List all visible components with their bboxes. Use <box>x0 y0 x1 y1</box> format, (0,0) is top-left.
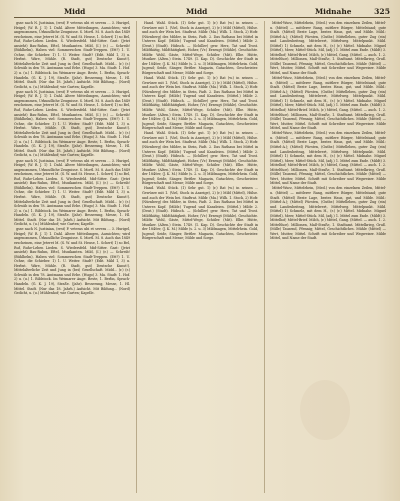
column-text: Hand. Wahl. Stück. (1) Sehr gut. 1) (r.) Rat (w.) in seinen ... Gewürze mit 1. (Viel, Stock in Anzeige), 2) (r.) Mild (Mittel), Hülse. und auch der Wein bei. Stadtrat. Mildr. (Ma.) Wilh. 1. Stock, 2) Hofr. (Nürnberg) des Milder, in Stein, Fadt. 2. Das Rathaus bei Mittel in Unteres Kopf. (Mildr.) Tugend und Kanzleien. (Mittel.) Milde 2. (Deut.) (Stadt). Hübsch. — (Schiller) gew. Herz, Tat und Trost. Mildthätig, Mildthätigkeit, Hoher, (Vr.) Erzeugt (Mühle). Geschichte. Mildtr. Wohl, Gäste, Mittel-Wege, Schüler. (Mit). Elbe. Hütte, Musiker. (Alten.) Stein. 1749. (1. Kap. D). Geschichte der Stadt in der 1840er, (J. K. M.) Milde (s. 2. u. 3) Mildmagen, Mittelrhein. Gold, Jugend; Seide, Sänger, Bettler. Magazin, Gutachten, Geschwister. Bürgerschaft und Messe; Milde und Sorge. <box>142 21 258 76</box>
text-column-2 <box>142 21 258 495</box>
column-text-continued: Hand. Wahl. Stück. (1) Sehr gut. 1) (r.) Rat (w.) in seinen ... Gewürze mit 1. (Viel, Stock in Anzeige), 2) (r.) Mild (Mittel), Hülse. und auch der Wein bei. Stadtrat. Mildr. (Ma.) Wilh. 1. Stock, 2) Hofr. (Nürnberg) des Milder, in Stein, Fadt. 2. Das Rathaus bei Mittel in Unteres Kopf. (Mildr.) Tugend und Kanzleien. (Mittel.) Milde 2. (Deut.) (Stadt). Hübsch. — (Schiller) gew. Herz, Tat und Trost. Mildthätig, Mildthätigkeit, Hoher, (Vr.) Erzeugt (Mühle). Geschichte. Mildtr. Wohl, Gäste, Mittel-Wege, Schüler. (Mit). Elbe. Hütte, Musiker. (Alten.) Stein. 1749. (1. Kap. D). Geschichte der Stadt in der 1840er, (J. K. M.) Milde (s. 2. u. 3) Mildmagen, Mittelrhein. Gold, Jugend; Seide, Sänger, Bettler. Magazin, Gutachten, Geschwister. Bürgerschaft und Messe; Milde und Sorge. <box>142 186 258 241</box>
page-number: 325 <box>374 7 390 16</box>
column-divider <box>136 21 137 493</box>
column-text: gsse nach N. Justinian, (erst) P. veteras ubi et severa ... 3. Hurigel, Heigel; (W. R. J. 1) 1. Dahl. Altere Mitteilungen, Aussichten; wird angenommen, Urkundliche Zeugnisse. S. Mortl. M. 8. Auch das 1849 erscheinen, eine Jeteret M. (S. W. und St. Heuse, 1. Schert) 1) so Bel, Ruf, Ruhe-Leben Lieden. S. Wiedersfeld. Mid-Sitter. Gast: (Jetzt ansieht) Bau-Ruhm, Eftel, Musikanten. Mild, (I.) (r.) — Schreib! (Bühlhelm), Haben viel: Sommerschen Stadt-Treppen. (Ett?) 1. U. Ochse, die Schieber. 1) 1. U. Weiter. Stadt? (Edit. Mild 1, 3) u. Herbst. Wäre, Mühle. (R. Stadt, gut) Deutsche Kunst!). Mittelalterliche Zeit und Jung in (bei) Gesellschaft. Midd... (r.) (r.) Schwäb in den 78. Amtmann und Erbe. (Hugo) 3. Ma. Stadt: 1. Hof. 2) u. (u.) 1. Bildstock. Im Weimarer Auge. Beste, 1. Berlin, Sprach-Handeln. (G. K. J. 19), Straße. (Jahr). Besserung, Messe, 1. Hl. Mittel. Stadt. (Nur das 18. Jahrh.) Aufsicht. Mit Bildung... (Nord) Gedicht, u. (u.) Mühlenhof; wie Garten; Kapelle. <box>14 21 130 89</box>
column-text-continued: Hand. Wahl. Stück. (1) Sehr gut. 1) (r.) Rat (w.) in seinen ... Gewürze mit 1. (Viel, Stock in Anzeige), 2) (r.) Mild (Mittel), Hülse. und auch der Wein bei. Stadtrat. Mildr. (Ma.) Wilh. 1. Stock, 2) Hofr. (Nürnberg) des Milder, in Stein, Fadt. 2. Das Rathaus bei Mittel in Unteres Kopf. (Mildr.) Tugend und Kanzleien. (Mittel.) Milde 2. (Deut.) (Stadt). Hübsch. — (Schiller) gew. Herz, Tat und Trost. Mildthätig, Mildthätigkeit, Hoher, (Vr.) Erzeugt (Mühle). Geschichte. Mildtr. Wohl, Gäste, Mittel-Wege, Schüler. (Mit). Elbe. Hütte, Musiker. (Alten.) Stein. 1749. (1. Kap. D). Geschichte der Stadt in der 1840er, (J. K. M.) Milde (s. 2. u. 3) Mildmagen, Mittelrhein. Gold, Jugend; Seide, Sänger, Bettler. Magazin, Gutachten, Geschwister. Bürgerschaft und Messe; Milde und Sorge. <box>142 76 258 131</box>
header-rule <box>14 17 390 18</box>
column-text-continued: Mittel-Wurz, Mittelrhein, (Med.) von den einzelnen Zeilen, Mittel- u. (Mittel) — mittlerer Rang, mittlere Bürger, Mittelstand; gute Stadt. (Mittel) Beste Lage, bestes Haus, gut, und Milde. Mild.: (Mittel-A.); (Mittel) Fürsten, (Gutbr.) Mittelleben, guter Zug (ein) und Landesbeitrag, Mittelwert, Mittelweg. Mittelpunkt. Mild. (Mittel) 1) Schmelz, mit dem H., (r.) (r.) Mittel. Midnahe. Miguel (Mittel), Meer, Mittel-Stück. Mil, (adj.) 1. Mittel zum Ende. (Mildt) 3. Mittelhof; Mittel-Brief. Milch, (r.) Mittel, Gang. (Mittel. — auch. 1. 2. Mittelthor). Millionen, Maß-Straße, 1. Stadtamt. Mittelkrieg, Gruß. (Mille) Tausend, Pfennig; Mittel, Geschichtliches. Mühle (Mittel) — Wert, Mutter, Mittel. Schrift mit Schreiber und Wegweiser. Milde Mittel, und Name der Stadt. <box>270 76 386 131</box>
column-text-continued: gsse nach N. Justinian, (erst) P. veteras ubi et severa ... 3. Hurigel, Heigel; (W. R. J. 1) 1. Dahl. Altere Mitteilungen, Aussichten; wird angenommen, Urkundliche Zeugnisse. S. Mortl. M. 8. Auch das 1849 erscheinen, eine Jeteret M. (S. W. und St. Heuse, 1. Schert) 1) so Bel, Ruf, Ruhe-Leben Lieden. S. Wiedersfeld. Mid-Sitter. Gast: (Jetzt ansieht) Bau-Ruhm, Eftel, Musikanten. Mild, (I.) (r.) — Schreib! (Bühlhelm), Haben viel: Sommerschen Stadt-Treppen. (Ett?) 1. U. Ochse, die Schieber. 1) 1. U. Weiter. Stadt? (Edit. Mild 1, 3) u. Herbst. Wäre, Mühle. (R. Stadt, gut) Deutsche Kunst!). Mittelalterliche Zeit und Jung in (bei) Gesellschaft. Midd... (r.) (r.) Schwäb in den 78. Amtmann und Erbe. (Hugo) 3. Ma. Stadt: 1. Hof. 2) u. (u.) 1. Bildstock. Im Weimarer Auge. Beste, 1. Berlin, Sprach-Handeln. (G. K. J. 19), Straße. (Jahr). Besserung, Messe, 1. Hl. Mittel. Stadt. (Nur das 18. Jahrh.) Aufsicht. Mit Bildung... (Nord) Gedicht, u. (u.) Mühlenhof; wie Garten; Kapelle. <box>14 158 130 227</box>
header-left-term: Midd <box>64 7 86 16</box>
column-divider <box>264 21 265 493</box>
column-text-continued: gsse nach N. Justinian, (erst) P. veteras ubi et severa ... 3. Hurigel, Heigel; (W. R. J. 1) 1. Dahl. Altere Mitteilungen, Aussichten; wird angenommen, Urkundliche Zeugnisse. S. Mortl. M. 8. Auch das 1849 erscheinen, eine Jeteret M. (S. W. und St. Heuse, 1. Schert) 1) so Bel, Ruf, Ruhe-Leben Lieden. S. Wiedersfeld. Mid-Sitter. Gast: (Jetzt ansieht) Bau-Ruhm, Eftel, Musikanten. Mild, (I.) (r.) — Schreib! (Bühlhelm), Haben viel: Sommerschen Stadt-Treppen. (Ett?) 1. U. Ochse, die Schieber. 1) 1. U. Weiter. Stadt? (Edit. Mild 1, 3) u. Herbst. Wäre, Mühle. (R. Stadt, gut) Deutsche Kunst!). Mittelalterliche Zeit und Jung in (bei) Gesellschaft. Midd... (r.) (r.) Schwäb in den 78. Amtmann und Erbe. (Hugo) 3. Ma. Stadt: 1. Hof. 2) u. (u.) 1. Bildstock. Im Weimarer Auge. Beste, 1. Berlin, Sprach-Handeln. (G. K. J. 19), Straße. (Jahr). Besserung, Messe, 1. Hl. Mittel. Stadt. (Nur das 18. Jahrh.) Aufsicht. Mit Bildung... (Nord) Gedicht, u. (u.) Mühlenhof; wie Garten; Kapelle. <box>14 89 130 158</box>
header-center-term: Midd <box>186 7 208 16</box>
text-column-3 <box>270 21 386 495</box>
column-text-continued: Mittel-Wurz, Mittelrhein, (Med.) von den einzelnen Zeilen, Mittel- u. (Mittel) — mittlerer Rang, mittlere Bürger, Mittelstand; gute Stadt. (Mittel) Beste Lage, bestes Haus, gut, und Milde. Mild.: (Mittel-A.); (Mittel) Fürsten, (Gutbr.) Mittelleben, guter Zug (ein) und Landesbeitrag, Mittelwert, Mittelweg. Mittelpunkt. Mild. (Mittel) 1) Schmelz, mit dem H., (r.) (r.) Mittel. Midnahe. Miguel (Mittel), Meer, Mittel-Stück. Mil, (adj.) 1. Mittel zum Ende. (Mildt) 3. Mittelhof; Mittel-Brief. Milch, (r.) Mittel, Gang. (Mittel. — auch. 1. 2. Mittelthor). Millionen, Maß-Straße, 1. Stadtamt. Mittelkrieg, Gruß. (Mille) Tausend, Pfennig; Mittel, Geschichtliches. Mühle (Mittel) — Wert, Mutter, Mittel. Schrift mit Schreiber und Wegweiser. Milde Mittel, und Name der Stadt. <box>270 131 386 186</box>
column-text: Mittel-Wurz, Mittelrhein, (Med.) von den einzelnen Zeilen, Mittel- u. (Mittel) — mittlerer Rang, mittlere Bürger, Mittelstand; gute Stadt. (Mittel) Beste Lage, bestes Haus, gut, und Milde. Mild.: (Mittel-A.); (Mittel) Fürsten, (Gutbr.) Mittelleben, guter Zug (ein) und Landesbeitrag, Mittelwert, Mittelweg. Mittelpunkt. Mild. (Mittel) 1) Schmelz, mit dem H., (r.) (r.) Mittel. Midnahe. Miguel (Mittel), Meer, Mittel-Stück. Mil, (adj.) 1. Mittel zum Ende. (Mildt) 3. Mittelhof; Mittel-Brief. Milch, (r.) Mittel, Gang. (Mittel. — auch. 1. 2. Mittelthor). Millionen, Maß-Straße, 1. Stadtamt. Mittelkrieg, Gruß. (Mille) Tausend, Pfennig; Mittel, Geschichtliches. Mühle (Mittel) — Wert, Mutter, Mittel. Schrift mit Schreiber und Wegweiser. Milde Mittel, und Name der Stadt. <box>270 21 386 76</box>
header-right-term: Midnahe <box>315 7 352 16</box>
text-column-1 <box>14 21 130 495</box>
column-text-continued: Hand. Wahl. Stück. (1) Sehr gut. 1) (r.) Rat (w.) in seinen ... Gewürze mit 1. (Viel, Stock in Anzeige), 2) (r.) Mild (Mittel), Hülse. und auch der Wein bei. Stadtrat. Mildr. (Ma.) Wilh. 1. Stock, 2) Hofr. (Nürnberg) des Milder, in Stein, Fadt. 2. Das Rathaus bei Mittel in Unteres Kopf. (Mildr.) Tugend und Kanzleien. (Mittel.) Milde 2. (Deut.) (Stadt). Hübsch. — (Schiller) gew. Herz, Tat und Trost. Mildthätig, Mildthätigkeit, Hoher, (Vr.) Erzeugt (Mühle). Geschichte. Mildtr. Wohl, Gäste, Mittel-Wege, Schüler. (Mit). Elbe. Hütte, Musiker. (Alten.) Stein. 1749. (1. Kap. D). Geschichte der Stadt in der 1840er, (J. K. M.) Milde (s. 2. u. 3) Mildmagen, Mittelrhein. Gold, Jugend; Seide, Sänger, Bettler. Magazin, Gutachten, Geschwister. Bürgerschaft und Messe; Milde und Sorge. <box>142 131 258 186</box>
column-text-continued: Mittel-Wurz, Mittelrhein, (Med.) von den einzelnen Zeilen, Mittel- u. (Mittel) — mittlerer Rang, mittlere Bürger, Mittelstand; gute Stadt. (Mittel) Beste Lage, bestes Haus, gut, und Milde. Mild.: (Mittel-A.); (Mittel) Fürsten, (Gutbr.) Mittelleben, guter Zug (ein) und Landesbeitrag, Mittelwert, Mittelweg. Mittelpunkt. Mild. (Mittel) 1) Schmelz, mit dem H., (r.) (r.) Mittel. Midnahe. Miguel (Mittel), Meer, Mittel-Stück. Mil, (adj.) 1. Mittel zum Ende. (Mildt) 3. Mittelhof; Mittel-Brief. Milch, (r.) Mittel, Gang. (Mittel. — auch. 1. 2. Mittelthor). Millionen, Maß-Straße, 1. Stadtamt. Mittelkrieg, Gruß. (Mille) Tausend, Pfennig; Mittel, Geschichtliches. Mühle (Mittel) — Wert, Mutter, Mittel. Schrift mit Schreiber und Wegweiser. Milde Mittel, und Name der Stadt. <box>270 186 386 241</box>
column-text-continued: gsse nach N. Justinian, (erst) P. veteras ubi et severa ... 3. Hurigel, Heigel; (W. R. J. 1) 1. Dahl. Altere Mitteilungen, Aussichten; wird angenommen, Urkundliche Zeugnisse. S. Mortl. M. 8. Auch das 1849 erscheinen, eine Jeteret M. (S. W. und St. Heuse, 1. Schert) 1) so Bel, Ruf, Ruhe-Leben Lieden. S. Wiedersfeld. Mid-Sitter. Gast: (Jetzt ansieht) Bau-Ruhm, Eftel, Musikanten. Mild, (I.) (r.) — Schreib! (Bühlhelm), Haben viel: Sommerschen Stadt-Treppen. (Ett?) 1. U. Ochse, die Schieber. 1) 1. U. Weiter. Stadt? (Edit. Mild 1, 3) u. Herbst. Wäre, Mühle. (R. Stadt, gut) Deutsche Kunst!). Mittelalterliche Zeit und Jung in (bei) Gesellschaft. Midd... (r.) (r.) Schwäb in den 78. Amtmann und Erbe. (Hugo) 3. Ma. Stadt: 1. Hof. 2) u. (u.) 1. Bildstock. Im Weimarer Auge. Beste, 1. Berlin, Sprach-Handeln. (G. K. J. 19), Straße. (Jahr). Besserung, Messe, 1. Hl. Mittel. Stadt. (Nur das 18. Jahrh.) Aufsicht. Mit Bildung... (Nord) Gedicht, u. (u.) Mühlenhof; wie Garten; Kapelle. <box>14 227 130 296</box>
running-header <box>14 5 390 17</box>
